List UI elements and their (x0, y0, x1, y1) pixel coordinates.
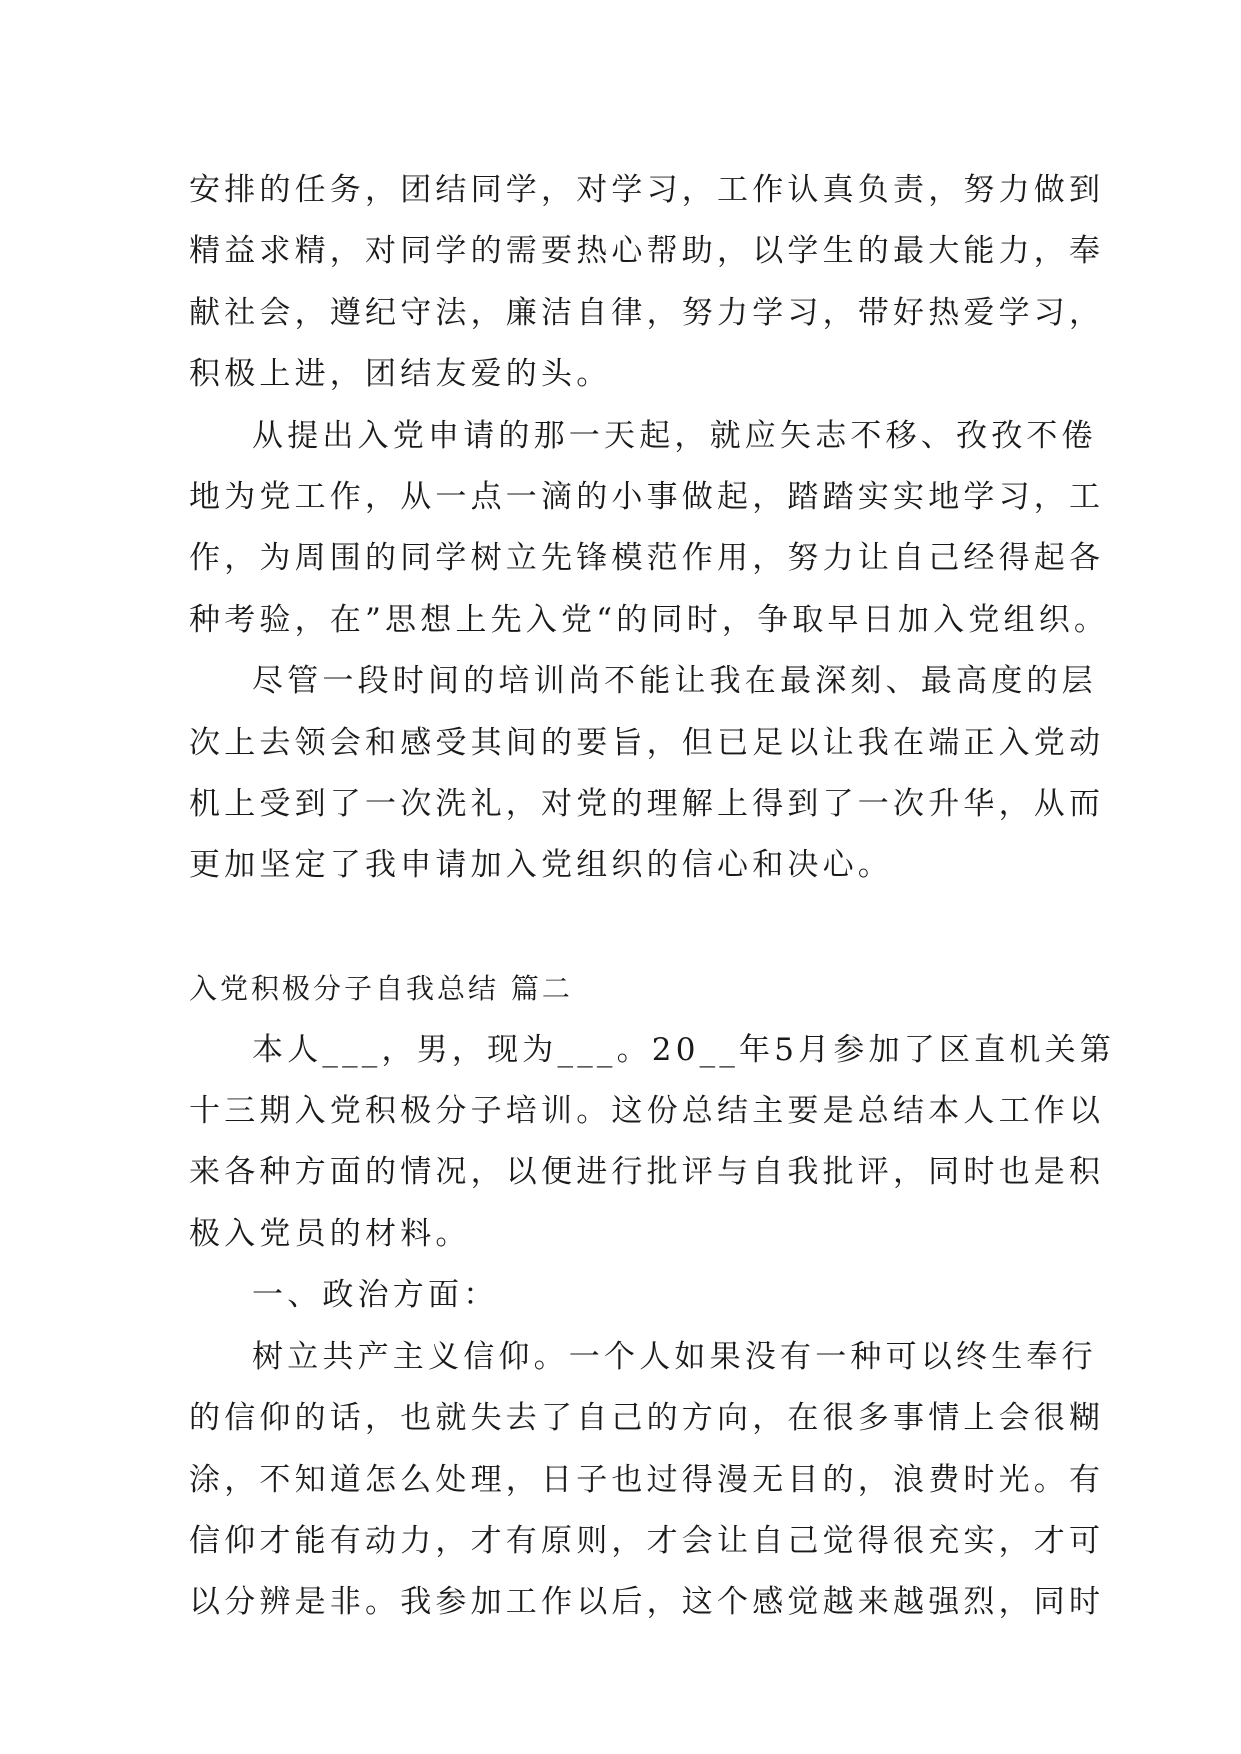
text-line: 作，为周围的同学树立先锋模范作用，努力让自己经得起各 (189, 540, 1105, 577)
text-line: 以分辨是非。我参加工作以后，这个感觉越来越强烈，同时 (189, 1584, 1105, 1621)
text-line: 树立共产主义信仰。一个人如果没有一种可以终生奉行 (252, 1338, 1097, 1375)
document-body (189, 160, 1115, 1634)
paragraph-6 (189, 1327, 1105, 1634)
paragraph-1 (189, 160, 1105, 406)
text-line: 种考验，在”思想上先入党“的同时，争取早日加入党组织。 (189, 601, 1110, 638)
text-line: 涂，不知道怎么处理，日子也过得漫无目的，浪费时光。有 (189, 1461, 1105, 1498)
text-line: 机上受到了一次洗礼，对党的理解上得到了一次升华，从而 (189, 786, 1105, 823)
text-line: 地为党工作，从一点一滴的小事做起，踏踏实实地学习，工 (189, 479, 1105, 516)
section-heading: 入党积极分子自我总结 篇二 (189, 972, 573, 1006)
text-line: 从提出入党申请的那一天起，就应矢志不移、孜孜不倦 (252, 417, 1097, 454)
text-line: 更加坚定了我申请加入党组织的信心和决心。 (189, 847, 893, 884)
text-line: 信仰才能有动力，才有原则，才会让自己觉得很充实，才可 (189, 1522, 1105, 1559)
text-line: 一、政治方面： (252, 1277, 499, 1314)
text-line: 献社会，遵纪守法，廉洁自律，努力学习，带好热爱学习， (189, 294, 1105, 331)
text-line: 本人___，男，现为___。20__年5月参加了区直机关第 (252, 1031, 1115, 1068)
paragraph-5 (189, 1265, 1059, 1326)
text-line: 来各种方面的情况，以便进行批评与自我批评，同时也是积 (189, 1154, 1105, 1191)
text-line: 精益求精，对同学的需要热心帮助，以学生的最大能力，奉 (189, 233, 1105, 270)
text-line: 极入党员的材料。 (189, 1215, 471, 1252)
paragraph-3 (189, 651, 1105, 897)
text-line: 的信仰的话，也就失去了自己的方向，在很多事情上会很糊 (189, 1400, 1105, 1437)
blank-line (189, 897, 1059, 958)
paragraph-4 (189, 1020, 1115, 1266)
text-line: 积极上进，团结友爱的头。 (189, 356, 612, 393)
text-line: 安排的任务，团结同学，对学习，工作认真负责，努力做到 (189, 172, 1105, 208)
text-line: 次上去领会和感受其间的要旨，但已足以让我在端正入党动 (189, 724, 1105, 761)
text-line: 十三期入党积极分子培训。这份总结主要是总结本人工作以 (189, 1093, 1105, 1130)
text-line: 尽管一段时间的培训尚不能让我在最深刻、最高度的层 (252, 663, 1097, 700)
paragraph-2 (189, 406, 1110, 652)
